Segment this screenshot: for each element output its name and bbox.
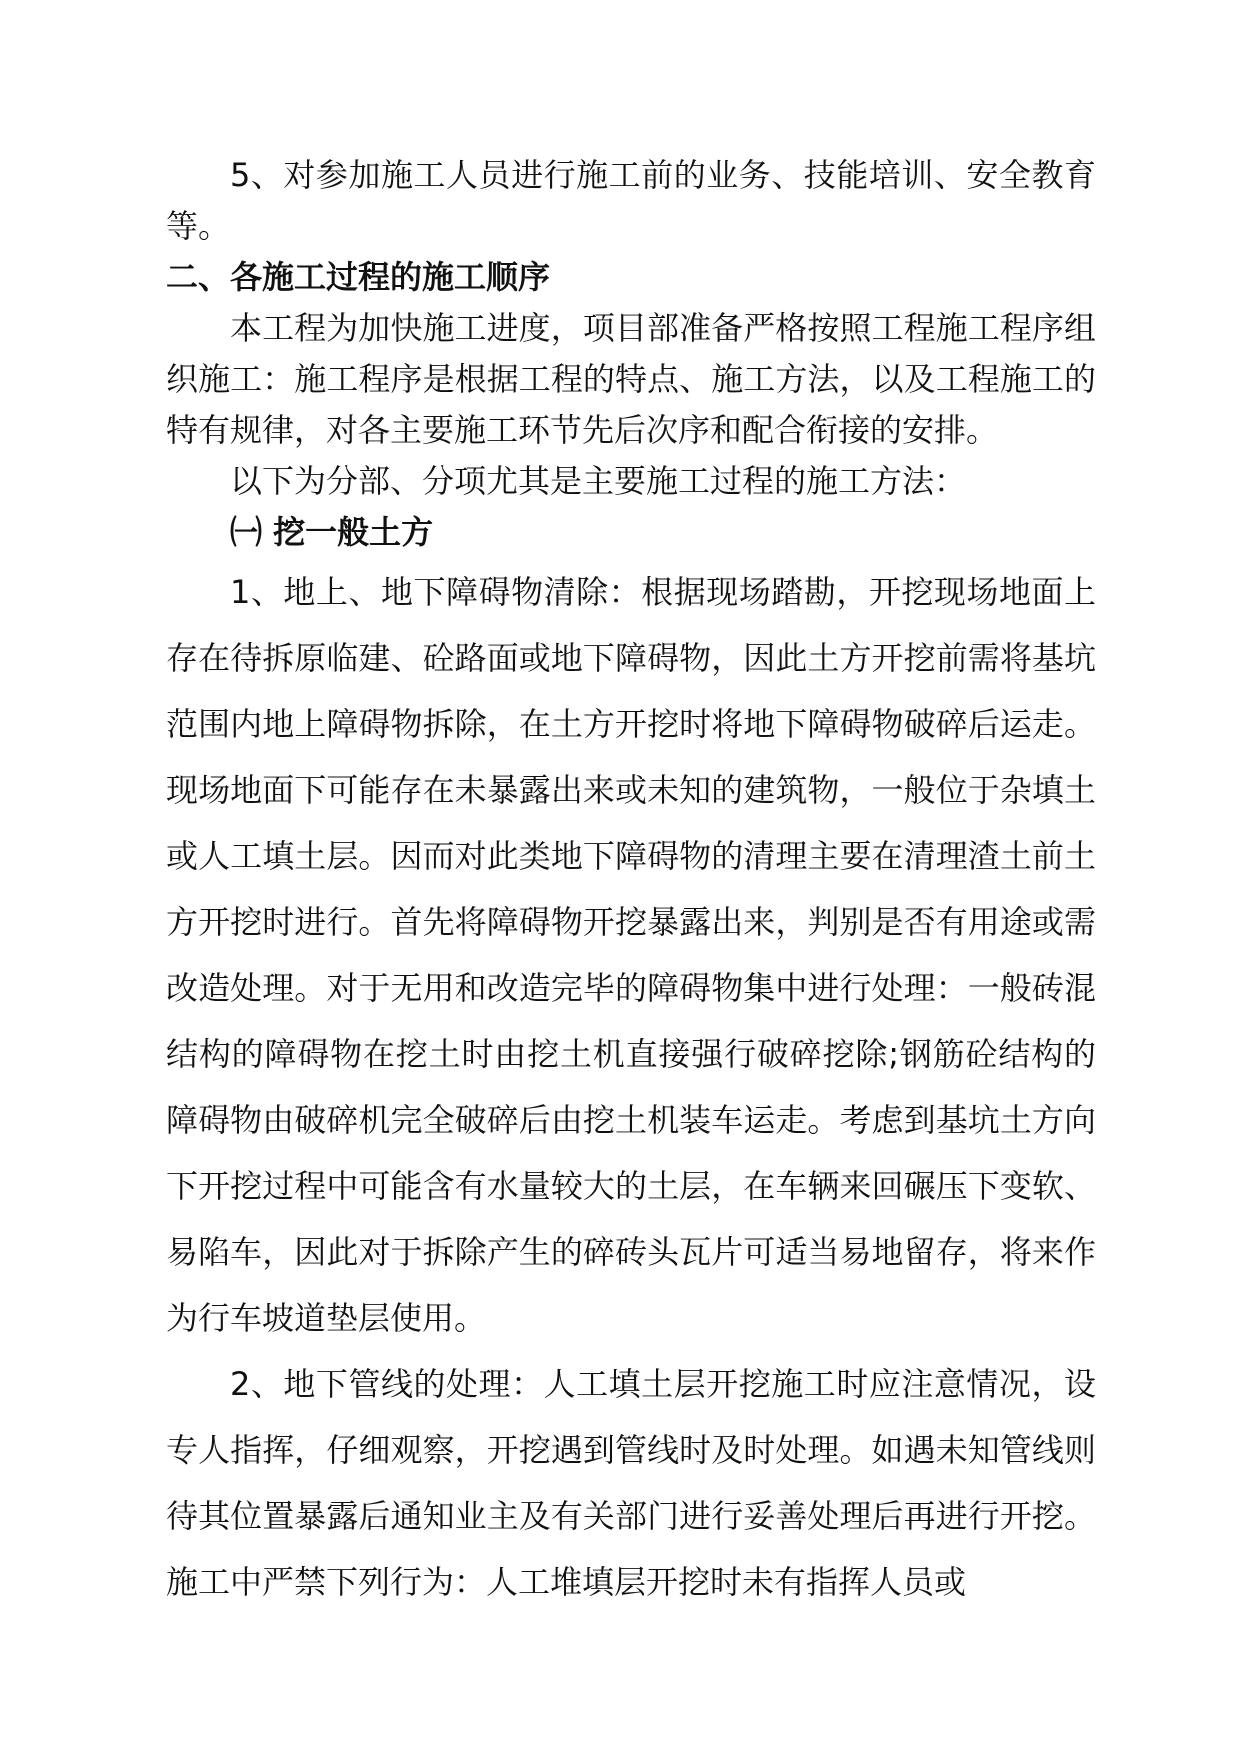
paragraph-methods-intro: 以下为分部、分项尤其是主要施工过程的施工方法： — [230, 462, 967, 500]
paragraph-training: 5、对参加施工人员进行施工前的业务、技能培训、安全教育等。 — [166, 156, 1096, 245]
paragraph-construction-procedure: 本工程为加快施工进度，项目部准备严格按照工程施工程序组织施工：施工程序是根据工程的特点、施工方法，以及工程施工的特有规律，对各主要施工环节先后次序和配合衔接的安排。 — [166, 309, 1096, 449]
section-heading-construction-sequence: 二、各施工过程的施工顺序 — [166, 258, 551, 296]
subsection-heading-earthwork: ㈠ 挖一般土方 — [230, 513, 434, 551]
paragraph-pipeline-handling: 2、地下管线的处理：人工填土层开挖施工时应注意情况，设专人指挥，仔细观察，开挖遇到管线时及时处理。如遇未知管线则待其位置暴露后通知业主及有关部门进行妥善处理后再进行开挖。施工中严禁下列行为：人工堆填层开挖时未有指挥人员或 — [166, 1365, 1096, 1601]
document-page — [166, 150, 1096, 1615]
paragraph-obstacle-removal: 1、地上、地下障碍物清除：根据现场踏勘，开挖现场地面上存在待拆原临建、砼路面或地下障碍物，因此土方开挖前需将基坑范围内地上障碍物拆除，在土方开挖时将地下障碍物破碎后运走。现场地面下可能存在未暴露出来或未知的建筑物，一般位于杂填土或人工填土层。因而对此类地下障碍物的清理主要在清理渣土前土方开挖时进行。首先将障碍物开挖暴露出来，判别是否有用途或需改造处理。对于无用和改造完毕的障碍物集中进行处理：一般砖混结构的障碍物在挖土时由挖土机直接强行破碎挖除;钢筋砼结构的障碍物由破碎机完全破碎后由挖土机装车运走。考虑到基坑土方向下开挖过程中可能含有水量较大的土层，在车辆来回碾压下变软、易陷车，因此对于拆除产生的碎砖头瓦片可适当易地留存，将来作为行车坡道垫层使用。 — [166, 573, 1096, 1337]
